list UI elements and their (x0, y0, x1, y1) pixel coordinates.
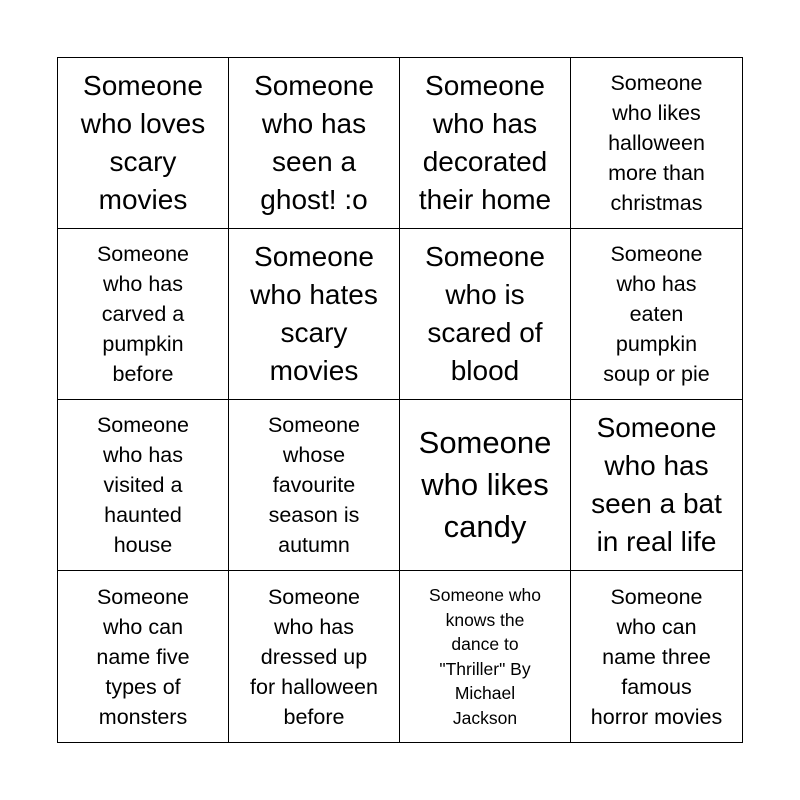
bingo-cell-text: Someone who has visited a haunted house (96, 413, 190, 557)
bingo-cell-text: Someone who can name three famous horror movies (590, 584, 723, 729)
bingo-cell-13[interactable] (58, 571, 229, 742)
bingo-cell-5[interactable] (58, 229, 229, 400)
bingo-cell-text: Someone who likes candy (418, 425, 552, 544)
bingo-cell-text: Someone who has eaten pumpkin soup or pie (603, 242, 710, 386)
bingo-cell-3[interactable] (400, 58, 571, 229)
bingo-cell-7[interactable] (400, 229, 571, 400)
bingo-cell-text: Someone who has seen a bat in real life (591, 412, 722, 557)
bingo-cell-6[interactable] (229, 229, 400, 400)
bingo-cell-1[interactable] (58, 58, 229, 229)
bingo-cell-text: Someone who loves scary movies (80, 70, 206, 215)
bingo-cell-text: Someone whose favourite season is autumn (267, 413, 361, 557)
bingo-card (57, 57, 743, 743)
bingo-cell-text: Someone who has dressed up for halloween before (250, 584, 378, 729)
bingo-cell-8[interactable] (571, 229, 742, 400)
bingo-cell-text: Someone who hates scary movies (250, 241, 378, 386)
bingo-cell-2[interactable] (229, 58, 400, 229)
bingo-cell-10[interactable] (229, 400, 400, 571)
bingo-cell-11[interactable] (400, 400, 571, 571)
bingo-cell-text: Someone who has seen a ghost! :o (254, 70, 374, 215)
bingo-cell-14[interactable] (229, 571, 400, 742)
bingo-cell-15[interactable] (400, 571, 571, 742)
bingo-cell-16[interactable] (571, 571, 742, 742)
bingo-cell-text: Someone who has carved a pumpkin before (96, 242, 190, 386)
bingo-cell-9[interactable] (58, 400, 229, 571)
bingo-cell-text: Someone who is scared of blood (425, 241, 545, 386)
bingo-cell-text: Someone who knows the dance to "Thriller" By Michael Jackson (429, 585, 541, 728)
bingo-cell-4[interactable] (571, 58, 742, 229)
bingo-cell-text: Someone who has decorated their home (418, 70, 552, 215)
bingo-cell-text: Someone who can name five types of monsters (96, 584, 190, 729)
bingo-cell-text: Someone who likes halloween more than christmas (608, 71, 705, 215)
bingo-cell-12[interactable] (571, 400, 742, 571)
